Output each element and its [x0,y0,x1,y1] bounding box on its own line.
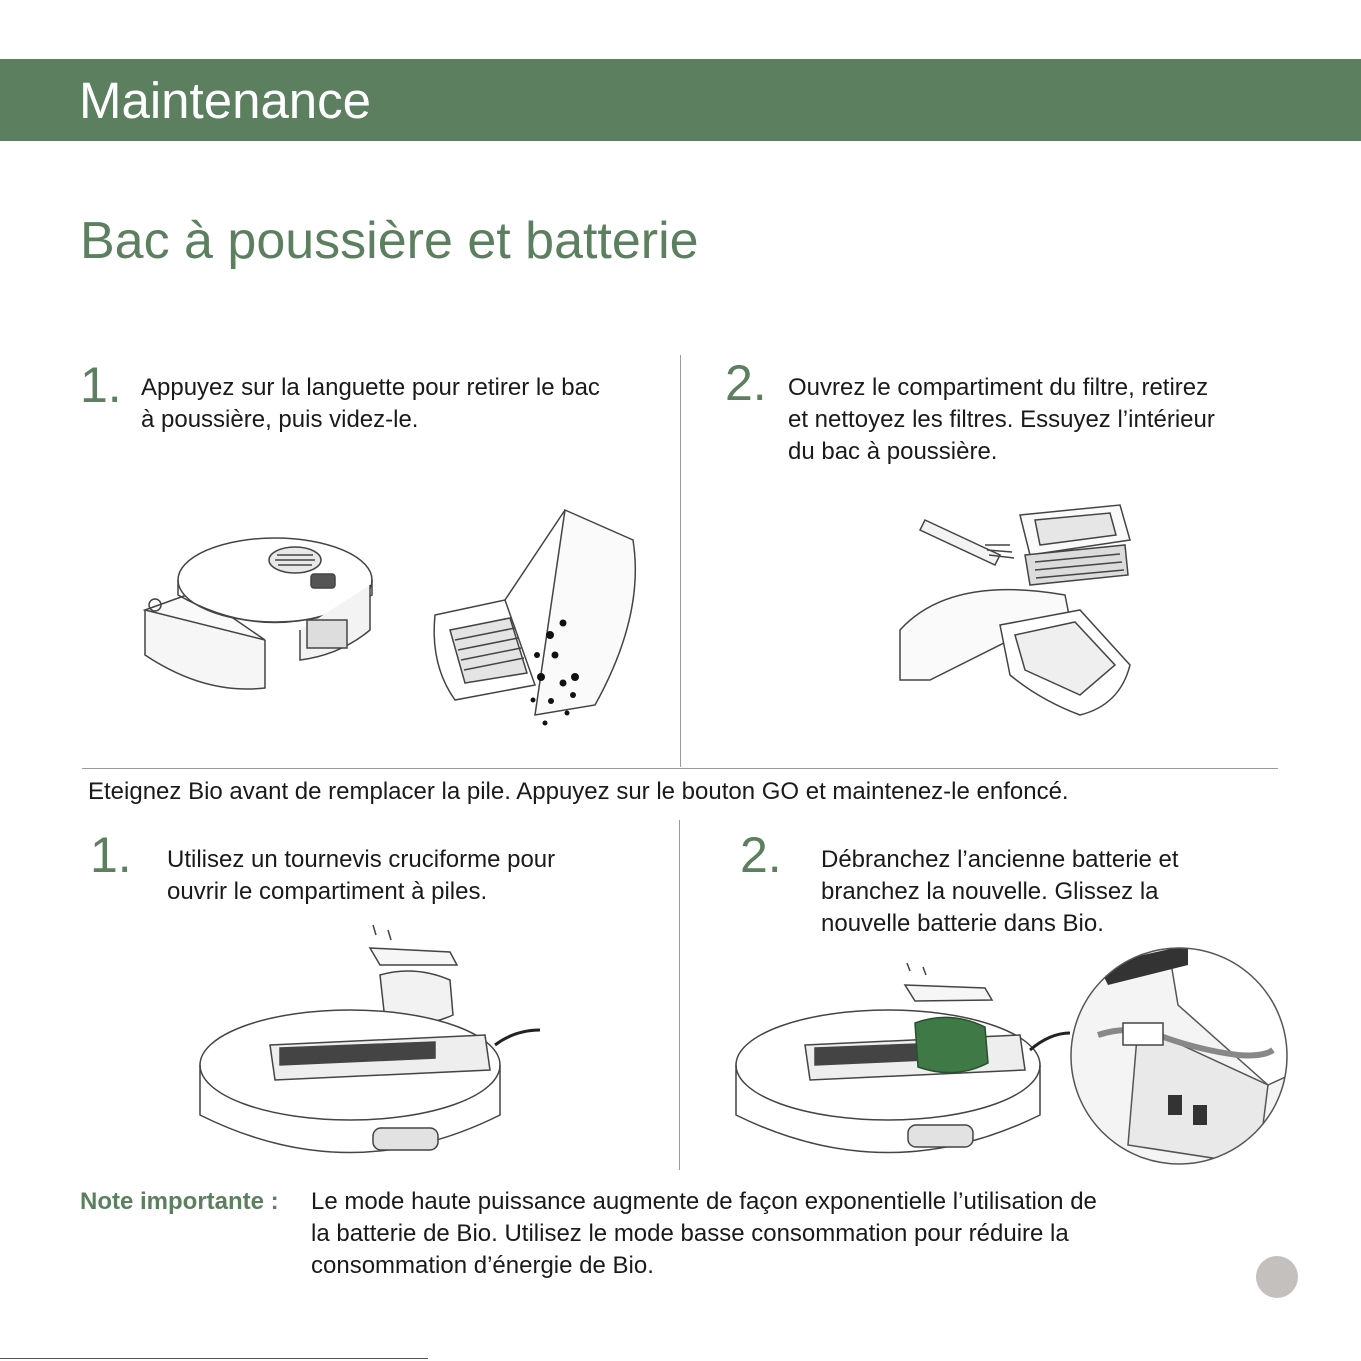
battery-step-2-number: 2. [740,827,782,883]
battery-replace-illustration [730,955,1070,1170]
filter-cleaning-illustration [890,500,1140,725]
note-label: Note importante : [80,1188,279,1215]
note-text: Le mode haute puissance augmente de façon exponentielle l’utilisation de la batterie de Bio. Utilisez le mode basse consommation pour réduire la consommation d’énergie de Bio. [311,1188,1097,1279]
dustbin-step-1-text: Appuyez sur la languette pour retirer le bac à poussière, puis videz-le. [141,374,600,433]
page-indicator-dot [1256,1256,1298,1298]
battery-divider [679,820,680,1170]
page-header-title: Maintenance [79,72,372,129]
dustbin-step-2-text: Ouvrez le compartiment du filtre, retirez et nettoyez les filtres. Essuyez l’intérieur du bac à poussière. [788,374,1215,465]
battery-step-2-text: Débranchez l’ancienne batterie et branchez la nouvelle. Glissez la nouvelle batterie dans Bio. [821,846,1179,937]
section-divider [82,768,1278,769]
battery-connector-closeup [1068,945,1290,1167]
battery-compartment-illustration [195,920,545,1170]
battery-intro: Eteignez Bio avant de remplacer la pile. Appuyez sur le bouton GO et maintenez-le enfoncé. [88,778,1069,805]
dustbin-step-2-number: 2. [725,355,767,411]
robot-dustbin-illustration [135,500,385,695]
battery-step-1-number: 1. [90,827,132,883]
battery-step-1-text: Utilisez un tournevis cruciforme pour ouvrir le compartiment à piles. [167,846,556,905]
section-title: Bac à poussière et batterie [80,212,699,270]
dustbin-emptying-illustration [415,505,645,735]
dustbin-divider [680,355,681,767]
new-battery-shape [915,1017,988,1072]
footer-line [0,1358,428,1359]
dustbin-step-1-number: 1. [80,357,122,413]
